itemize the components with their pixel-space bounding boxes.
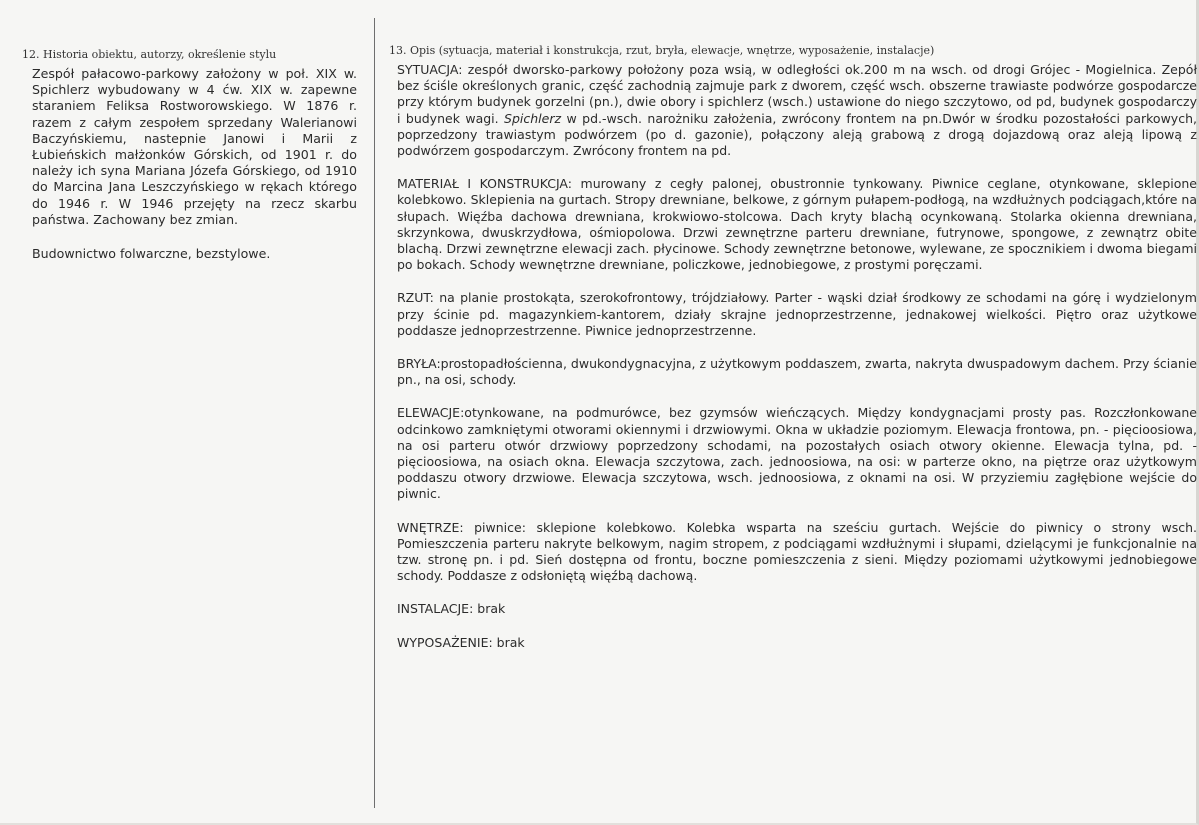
history-text: Zespół pałacowo-parkowy założony w poł. XIX w. Spichlerz wybudowany w 4 ćw. XIX w. zapewne staraniem Feliksa Rostworowskiego. W 1876 r. razem z całym zespołem sprzedany Walerianowi Baczyńskiemu, nastepnie Janowi i Marii z Łubieńskich małżonków Górskich, od 1901 r. do należy ich syna Mariana Józefa Górskiego, od 1910 do Marcina Jana Leszczyńskiego w rękach którego do 1946 r. W 1946 przejęty na rzecz skarbu państwa. Zachowany bez zmian. — [32, 66, 357, 227]
situation-text: SYTUACJA: zespół dworsko-parkowy położony poza wsią, w odległości ok.200 m na wsch. od drogi Grójec - Mogielnica. Zepół bez ściśle określonych granic, część zachodnią zajmuje park z dworem, część wsch. obszerne trawiaste podwórze gospodarcze przy którym budynek gorzelni (pn.), dwie obory i spichlerz (wsch.) ustawione do niego szczytowo, od pd, budynek gospodarczy i budynek wagi. — [397, 62, 1197, 126]
elevations-paragraph: ELEWACJE:otynkowane, na podmurówce, bez gzymsów wieńczących. Między kondygnacjami prosty pas. Rozczłonkowane odcinkowo zamkniętymi otworami okiennymi i drzwiowymi. Okna w układzie poziomym. Elewacja frontowa, pn. - pięcioosiowa, na osi parteru otwór drzwiowy poprzedzony schodami, na pozostałych osiach otwory okienne. Elewacja tylna, pd. - pięcioosiowa, na osiach okna. Elewacja szczytowa, zach. jednoosiowa, na osi: w parterze okno, na piętrze oraz użytkowym poddaszu otwory drzwiowe. Elewacja szczytowa, wsch. jednoosiowa, z oknami na osi. W przyziemiu zagłębione wejście do piwnic. — [397, 405, 1197, 502]
plan-paragraph: RZUT: na planie prostokąta, szerokofrontowy, trójdziałowy. Parter - wąski dział środkowy ze schodami na górę i wydzielonym przy ścinie pd. magazynkiem-kantorem, działy skrajne jednoprzestrzenne, jednakowej wielkości. Piętro oraz użytkowe poddasze jednoprzestrzenne. Piwnice jednoprzestrzenne. — [397, 290, 1197, 338]
column-divider — [374, 18, 375, 808]
body-paragraph: BRYŁA:prostopadłościenna, dwukondygnacyjna, z użytkowym poddaszem, zwarta, nakryta dwuspadowym dachem. Przy ścianie pn., na osi, schody. — [397, 356, 1197, 388]
situation-paragraph — [397, 62, 1197, 159]
interior-paragraph: WNĘTRZE: piwnice: sklepione kolebkowo. Kolebka wsparta na sześciu gurtach. Wejście do piwnicy o strony wsch. Pomieszczenia parteru nakryte belkowym, nagim stropem, z podciągami wzdłużnymi i słupami, dzielącymi je funkcjonalnie na tzw. stronę pn. i pd. Sień dostępna od frontu, boczne pomieszczenia z sieni. Między poziomami użytkowymi jednobiegowe schody. Poddasze z odsłoniętą więźbą dachową. — [397, 519, 1197, 584]
material-paragraph: MATERIAŁ I KONSTRUKCJA: murowany z cegły palonej, obustronnie tynkowany. Piwnice ceglane, otynkowane, sklepione kolebkowo. Sklepienia na gurtach. Stropy drewniane, belkowe, z górnym pułapem-podłogą, na wzdłużnych podciągach,które na słupach. Więźba dachowa drewniana, krokwiowo-stolcowa. Dach kryty blachą ocynkowaną. Stolarka okienna drewniana, skrzynkowa, dwuskrzydłowa, ośmiopolowa. Drzwi zewnętrzne parteru drewniane, futrynowe, spongowe, z zewnątrz obite blachą. Drzwi zewnętrzne elewacji zach. płycinowe. Schody zewnętrzne betonowe, wylewane, ze spocznikiem i dwoma biegami po bokach. Schody wewnętrzne drewniane, policzkowe, jednobiegowe, z prostymi poręczami. — [397, 176, 1197, 273]
history-heading: 12. Historia obiektu, autorzy, określenie stylu — [22, 48, 277, 61]
granary-term: Spichlerz — [504, 110, 562, 126]
history-section — [22, 48, 357, 262]
equipment-paragraph: WYPOSAŻENIE: brak — [397, 634, 525, 650]
installations-paragraph: INSTALACJE: brak — [397, 601, 506, 617]
style-text: Budownictwo folwarczne, bezstylowe. — [32, 246, 271, 262]
description-heading: 13. Opis (sytuacja, materiał i konstrukcja, rzut, bryła, elewacje, wnętrze, wyposażenie, instalacje) — [389, 44, 935, 57]
situation-text-continued: w pd.-wsch. narożniku założenia, zwrócony frontem na pn.Dwór w środku pozostałości parkowych, poprzedzony trawiastym podwórzem (po d. gazonie), połączony aleją grabową z drogą dojazdową oraz aleją lipową z podwórzem gospodarczym. Zwrócony frontem na pd. — [397, 110, 1197, 159]
description-section — [389, 44, 1197, 668]
